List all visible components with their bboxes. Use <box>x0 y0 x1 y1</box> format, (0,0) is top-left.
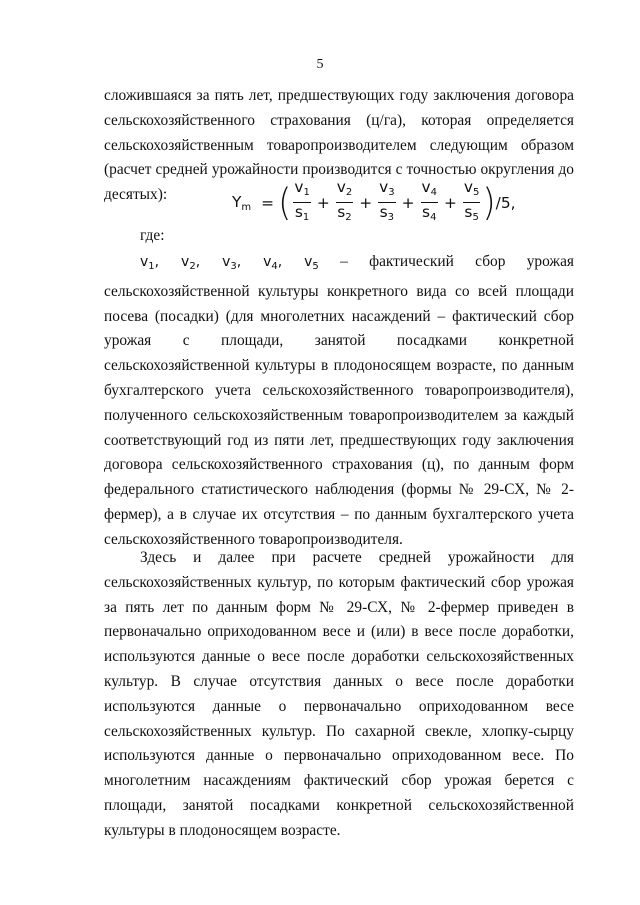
variables-definition <box>104 250 574 553</box>
formula-fraction-5: $\frac{v_5}{s_5}$ <box>463 178 480 223</box>
formula-open-paren: ( <box>278 180 292 225</box>
formula-equals: = <box>261 193 275 212</box>
average-yield-formula <box>232 178 516 227</box>
formula-plus: + <box>316 193 330 212</box>
here-paragraph: Здесь и далее при расчете средней урожайности для сельскохозяйственных культур, по которым фактический сбор урожая за пять лет по данным форм № 29-СХ, № 2-фермер приведен в первоначально оприходованном весе и (или) в весе после доработки, используются данные о весе после доработки сельскохозяйственных культур. В случае отсутствия данных о весе после доработки используются данные о первоначально оприходованном весе сельскохозяйственных культур. По сахарной свекле, хлопку-сырцу используются данные о первоначально оприходованном весе. По многолетним насаждениям фактический сбор урожая берется с площади, занятой посадками конкретной сельскохозяйственной культуры в плодоносящем возрасте. <box>104 549 574 839</box>
variables-definition-text: – фактический сбор урожая сельскохозяйственной культуры конкретного вида со всей площади посева (посадки) (для многолетних насаждений – фактический сбор урожая с площади, занятой посадками конкретной сельскохозяйственной культуры в плодоносящем возрасте, по данным бухгалтерского учета сельскохозяйственного товаропроизводителя), полученного сельскохозяйственным товаропроизводителем за каждый соответствующий год из пяти лет, предшествующих году заключения договора сельскохозяйственного страхования (ц), по данным форм федерального статистического наблюдения (формы № 29-СХ, № 2-фермер), а в случае их отсутствия – по данным бухгалтерского учета сельскохозяйственного товаропроизводителя. <box>104 253 574 548</box>
formula-tail: /5, <box>495 193 516 212</box>
variables-list: $v_1$, $v_2$, $v_3$, $v_4$, $v_5$ <box>140 254 319 272</box>
formula-close-paren: ) <box>482 180 496 225</box>
formula-fraction-4: $\frac{v_4}{s_4}$ <box>421 178 437 223</box>
formula-fraction-3: $\frac{v_3}{s_3}$ <box>379 178 395 223</box>
here-paragraph-block <box>104 546 574 844</box>
formula-fraction-1: $\frac{v_1}{s_1}$ <box>294 178 310 223</box>
formula-fraction-2: $\frac{v_2}{s_2}$ <box>336 178 353 223</box>
formula-lhs: $Y_m$ <box>232 192 252 213</box>
where-label: где: <box>140 227 165 244</box>
page-number: 5 <box>316 57 324 72</box>
formula-plus: + <box>401 193 415 212</box>
variables-definition-block <box>104 250 574 553</box>
formula-plus: + <box>443 193 457 212</box>
where-label-block <box>104 224 574 249</box>
intro-paragraph: сложившаяся за пять лет, предшествующих году заключения договора сельскохозяйственного страхования (ц/га), которая определяется сельскохозяйственным товаропроизводителем следующим образом (расчет средней урожайности производится с точностью округления до десятых): <box>104 87 574 204</box>
formula-plus: + <box>359 193 373 212</box>
